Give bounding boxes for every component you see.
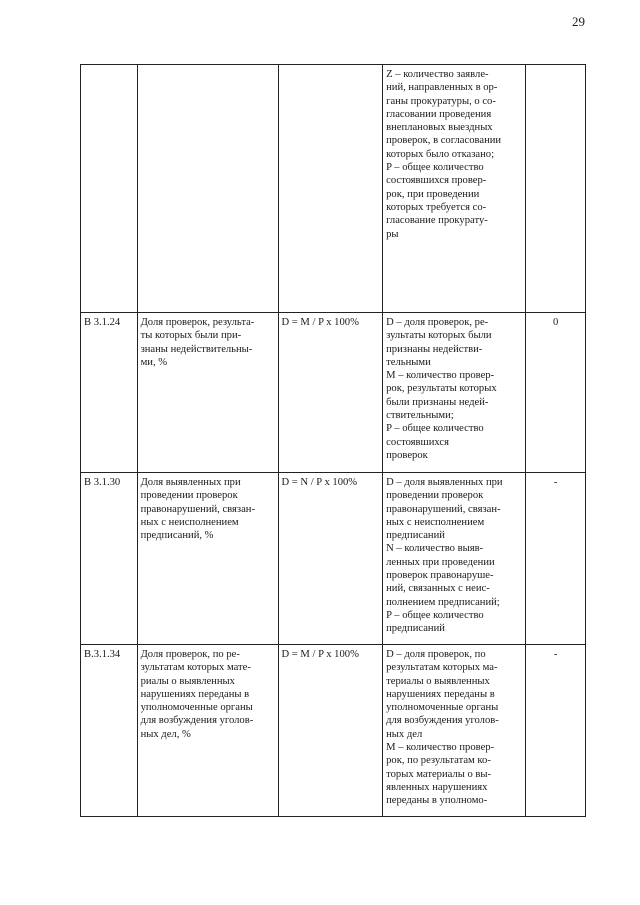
table-row (81, 645, 586, 817)
indicator-name (137, 65, 278, 313)
table-row (81, 65, 586, 313)
indicator-description: D – доля выявленных при проведении проверок правонарушений, связан- ных с неисполнением предписаний N – количество выяв- ленных при проведении проверок правонаруше- ний, связанных с неис- полнением предписаний; P – общее количество предписаний (383, 473, 526, 645)
indicator-code: В 3.1.30 (81, 473, 138, 645)
indicator-value (526, 65, 586, 313)
table-row (81, 313, 586, 473)
indicator-name: Доля выявленных при проведении проверок правонарушений, связан- ных с неисполнением предписаний, % (137, 473, 278, 645)
indicator-value: - (526, 473, 586, 645)
indicator-formula (278, 65, 383, 313)
indicator-description: D – доля проверок, ре- зультаты которых были признаны недействи- тельными M – количество провер- рок, результаты которых были признаны недей- ствительными; P – общее количество состоявшихся проверок (383, 313, 526, 473)
indicator-code (81, 65, 138, 313)
indicator-value: 0 (526, 313, 586, 473)
indicator-code: В.3.1.34 (81, 645, 138, 817)
indicators-table (80, 64, 586, 817)
indicator-formula: D = N / P x 100% (278, 473, 383, 645)
indicator-formula: D = M / P x 100% (278, 645, 383, 817)
indicator-code: В 3.1.24 (81, 313, 138, 473)
indicator-value: - (526, 645, 586, 817)
indicator-description: D – доля проверок, по результатам которых ма- териалы о выявленных нарушениях переданы в уполномоченные органы для возбуждения уголов- ных дел M – количество провер- рок, по результатам ко- торых материалы о вы- явленных нарушениях переданы в уполномо- (383, 645, 526, 817)
indicator-description: Z – количество заявле- ний, направленных в ор- ганы прокуратуры, о со- гласовании проведения внеплановых выездных проверок, в согласовании которых было отказано; P – общее количество состоявшихся провер- рок, при проведении которых требуется со- гласование прокурату- ры (383, 65, 526, 313)
table-row (81, 473, 586, 645)
page-number: 29 (572, 14, 585, 29)
indicator-name: Доля проверок, результа- ты которых были при- знаны недействительны- ми, % (137, 313, 278, 473)
indicator-formula: D = M / P x 100% (278, 313, 383, 473)
indicator-name: Доля проверок, по ре- зультатам которых мате- риалы о выявленных нарушениях переданы в уполномоченные органы для возбуждения уголов- ных дел, % (137, 645, 278, 817)
